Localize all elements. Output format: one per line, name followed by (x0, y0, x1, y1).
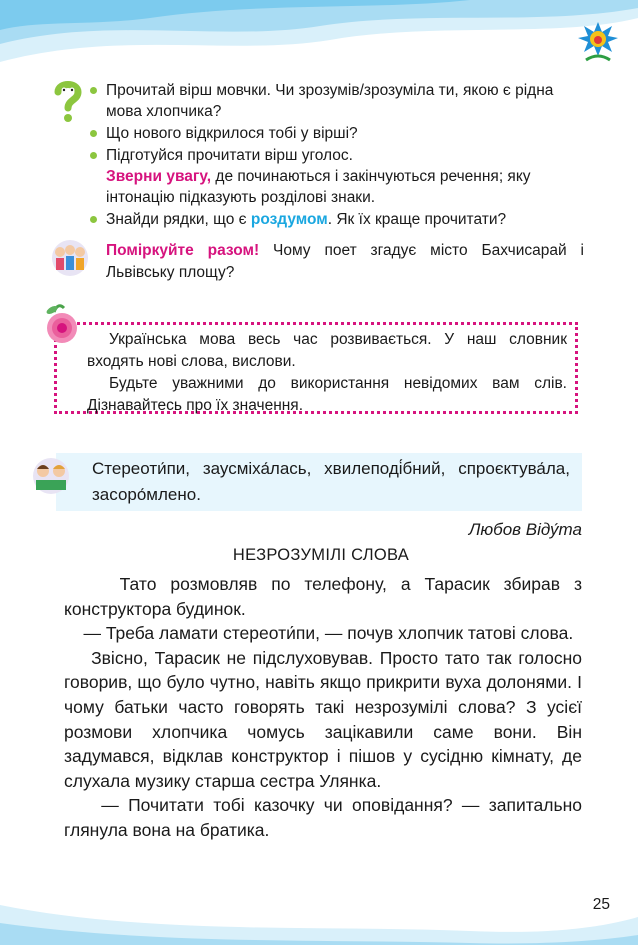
vocabulary-words: Стереоти́пи, заусміха́лась, хвилеподі́бний, спроєктува́ла, засоро́млено. (92, 459, 570, 504)
task-item (88, 145, 588, 208)
note-box (54, 322, 578, 414)
discuss-text: Чому поет згадує місто Бахчисарай і Львівську площу? (106, 242, 584, 281)
story-title: НЕЗРОЗУМІЛІ СЛОВА (232, 546, 410, 564)
story-paragraph-text: Звісно, Тарасик не підслуховував. Просто тато так голосно говорив, що було чутно, навіть якщо прикрити вуха долонями. І чому батьки часто говорять такі незрозумілі слова? З усієї розмови хлопчика чомусь зацікавили саме вони. Він задумався, відклав конструктор і пішов у сусідню кімнату, де слухала музику старша сестра Улянка. (64, 647, 582, 791)
kids-group-icon (48, 238, 92, 278)
rose-icon (40, 300, 86, 350)
task-item (88, 209, 588, 230)
note-paragraph: Будьте уважними до використання невідомих вам слів. Дізнавайтесь про їх значення. (87, 375, 567, 414)
bottom-wave-decoration (0, 865, 638, 945)
task-text: Знайди рядки, що є (106, 211, 251, 228)
discuss-label: Поміркуйте разом! (106, 242, 260, 259)
story-paragraph-text: Тато розмовляв по телефону, а Тарасик збирав з конструктора будинок. (64, 574, 582, 619)
discuss-together (106, 240, 584, 284)
story-paragraph (64, 572, 582, 621)
story-paragraph (64, 793, 582, 842)
task-text: . Як їх краще прочитати? (327, 211, 507, 228)
highlight-word: роздумом (250, 211, 328, 228)
question-mark-icon (50, 80, 86, 124)
task-list (88, 80, 588, 231)
task-item (88, 80, 588, 122)
author-name: Любов Віду́та (468, 520, 582, 539)
kids-reading-icon (28, 456, 74, 496)
note-paragraph: Українська мова весь час розвивається. У наш словник входять нові слова, вислови. (87, 331, 567, 370)
attention-label: Зверни увагу, (106, 168, 212, 185)
story-paragraph-text: — Почитати тобі казочку чи оповідання? — запитально глянула вона на братика. (64, 795, 583, 840)
story-text (64, 572, 582, 843)
ornament-flower-icon (576, 16, 620, 66)
task-text: Що нового відкрилося тобі у вірші? (106, 125, 358, 142)
story-paragraph (64, 621, 582, 646)
task-text: Підготуйся прочитати вірш уголос. (106, 147, 353, 164)
task-text: Прочитай вірш мовчки. Чи зрозумів/зрозуміла ти, якою є рідна мова хлопчика? (106, 82, 554, 120)
story-paragraph-text: — Треба ламати стереоти́пи, — почув хлопчик татові слова. (83, 623, 574, 644)
task-item (88, 123, 588, 144)
top-wave-decoration (0, 0, 638, 80)
page-number: 25 (592, 896, 610, 913)
attention-text: де починаються і закінчуються речення; яку інтонацію підказують розділові знаки. (106, 168, 531, 206)
story-paragraph (64, 646, 582, 794)
